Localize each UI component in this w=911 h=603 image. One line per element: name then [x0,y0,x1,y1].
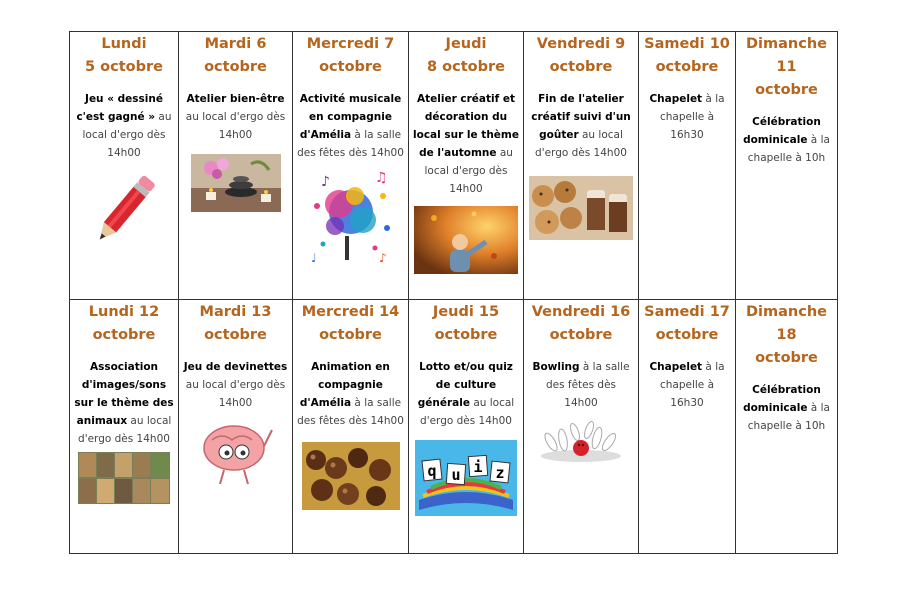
day-cell-friday-16 [524,300,639,554]
svg-text:♫: ♫ [374,170,388,186]
day-name: Lundi [101,36,147,52]
pencil-image [93,168,155,250]
quiz-letter: z [495,464,505,482]
event-details: au local d'ergo dès 14h00 [185,379,286,409]
event-details: à la chapelle à 16h30 [659,93,725,141]
event-title: Bowling [532,361,580,373]
cookies-chocolate-image [529,176,633,240]
day-date: octobre [204,327,267,343]
day-cell-thursday-8 [409,32,524,300]
event-title: Célébration dominicale [743,116,821,146]
day-name: Vendredi 16 [531,304,631,320]
event-title: Chapelet [649,93,703,105]
week-row-1 [70,32,838,300]
event-title: Atelier bien-être [186,93,285,105]
day-name: Jeudi [445,36,487,52]
event-details: au local d'ergo dès 14h00 [82,111,172,159]
event-details: au local d'ergo dès 14h00 [78,415,172,445]
day-date: octobre [755,350,818,366]
event-details: à la salle des fêtes dès 14h00 [297,129,404,159]
day-date: 5 octobre [85,59,163,75]
event-title: Atelier créatif et décoration du local sur le thème de l'automne [413,93,519,159]
week-row-2 [70,300,838,554]
event-details: à la chapelle à 16h30 [659,361,725,409]
day-name: Mardi 6 [204,36,267,52]
event-details: au local d'ergo dès 14h00 [185,111,286,141]
day-date: octobre [655,327,719,343]
day-name: Mercredi 14 [301,304,400,320]
day-name: Jeudi 15 [432,304,500,320]
day-name: Mercredi 7 [306,36,395,52]
event-title: Jeu « dessiné c'est gagné » [76,93,163,123]
day-date: octobre [319,327,382,343]
day-cell-monday-12 [70,300,179,554]
day-cell-tuesday-13 [179,300,293,554]
event-details: à la chapelle à 10h [747,402,830,432]
quiz-letter: i [473,458,483,476]
day-cell-monday-5 [70,32,179,300]
event-details: à la chapelle à 10h [747,134,830,164]
quiz-letter: u [451,466,461,484]
event-title: Jeu de devinettes [183,361,288,373]
svg-text:♪: ♪ [320,174,330,190]
quiz-book-image [415,440,517,516]
quiz-letter: q [427,462,437,480]
autumn-child-image [414,206,518,274]
event-title: Fin de l'atelier créatif suivi d'un goûter [531,93,631,141]
day-date: octobre [434,327,498,343]
day-cell-wednesday-14 [293,300,409,554]
event-details: au local d'ergo dès 14h00 [535,129,627,159]
day-date: octobre [655,59,719,75]
event-title: Activité musicale en compagnie d'Amélia [299,93,402,141]
event-title: Lotto et/ou quiz de culture générale [417,361,513,409]
event-details: à la salle des fêtes dès 14h00 [545,361,630,409]
day-name: Mardi 13 [199,304,272,320]
day-cell-saturday-17 [639,300,736,554]
music-splash-image [305,166,397,266]
day-cell-friday-9 [524,32,639,300]
activity-calendar [69,31,838,554]
day-cell-saturday-10 [639,32,736,300]
svg-text:♩: ♩ [310,251,317,265]
day-name: Samedi 17 [644,304,730,320]
day-date: octobre [319,59,382,75]
event-title: Association d'images/sons sur le thème des animaux [74,361,174,427]
bowling-image [537,418,625,464]
day-date: octobre [549,327,613,343]
day-name: Lundi 12 [88,304,160,320]
day-cell-tuesday-6 [179,32,293,300]
day-cell-sunday-11 [736,32,838,300]
event-title: Célébration dominicale [743,384,821,414]
day-date: octobre [204,59,267,75]
day-date: 8 octobre [427,59,505,75]
day-name: Dimanche 18 [746,304,827,343]
day-name: Dimanche 11 [746,36,827,75]
chestnuts-image [302,442,400,510]
day-name: Vendredi 9 [536,36,626,52]
event-details: au local d'ergo dès 14h00 [424,147,513,195]
day-cell-sunday-18 [736,300,838,554]
animals-grid-image [78,452,170,504]
day-cell-thursday-15 [409,300,524,554]
event-details: à la salle des fêtes dès 14h00 [297,397,404,427]
day-date: octobre [549,59,613,75]
event-title: Chapelet [649,361,703,373]
svg-text:♪: ♪ [378,251,387,265]
day-name: Samedi 10 [644,36,730,52]
cartoon-brain-image [194,422,278,488]
spa-stones-image [191,154,281,212]
day-cell-wednesday-7 [293,32,409,300]
event-details: au local d'ergo dès 14h00 [420,397,515,427]
day-date: octobre [92,327,156,343]
day-date: octobre [755,82,818,98]
event-title: Animation en compagnie d'Amélia [299,361,390,409]
